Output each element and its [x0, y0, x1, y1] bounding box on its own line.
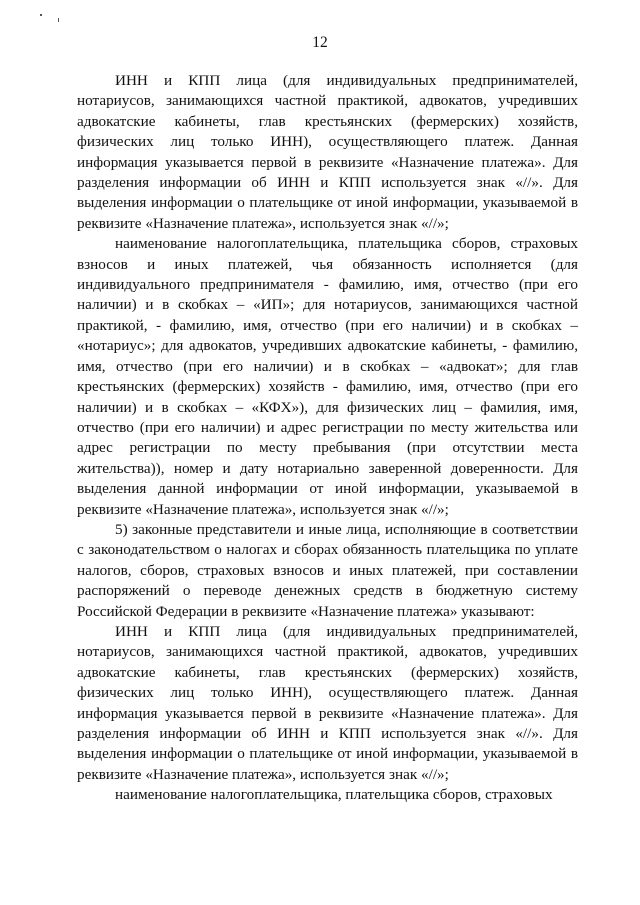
scan-speck	[58, 18, 59, 22]
page-number: 12	[312, 34, 328, 51]
paragraph-inn-kpp: ИНН и КПП лица (для индивидуальных предпринимателей, нотариусов, занимающихся частной практикой, адвокатов, учредивших адвокатские кабинеты, глав крестьянских (фермерских) хозяйств, физических лиц только ИНН), осуществляющего платеж. Данная информация указывается первой в реквизите «Назначение платежа». Для разделения информации об ИНН и КПП используется знак «//». Для выделения информации о плательщике от иной информации, указываемой в реквизите «Назначение платежа», используется знак «//»;	[77, 72, 578, 232]
document-body	[77, 71, 578, 806]
paragraph-taxpayer-name: наименование налогоплательщика, плательщика сборов, страховых взносов и иных платежей, чья обязанность исполняется (для индивидуального предпринимателя - фамилию, имя, отчество (при его наличии) и в скобках – «ИП»; для нотариусов, занимающихся частной практикой, - фамилию, имя, отчество (при его наличии) и в скобках – «нотариус»; для адвокатов, учредивших адвокатские кабинеты, - фамилию, имя, отчество (при его наличии) и в скобках – «адвокат»; для глав крестьянских (фермерских) хозяйств - фамилию, имя, отчество (при его наличии) и в скобках – «КФХ»), для физических лиц – фамилия, имя, отчество (при его наличии) и адрес регистрации по месту жительства или адрес регистрации по месту пребывания (при отсутствии места жительства)), номер и дату нотариально заверенной доверенности. Для выделения данной информации от иной информации, указываемой в реквизите «Назначение платежа», используется знак «//»;	[77, 235, 578, 518]
scan-speck	[40, 14, 42, 16]
paragraph-inn-kpp-repeat: ИНН и КПП лица (для индивидуальных предпринимателей, нотариусов, занимающихся частной практикой, адвокатов, учредивших адвокатские кабинеты, глав крестьянских (фермерских) хозяйств, физических лиц только ИНН), осуществляющего платеж. Данная информация указывается первой в реквизите «Назначение платежа». Для разделения информации об ИНН и КПП используется знак «//». Для выделения информации о плательщике от иной информации, указываемой в реквизите «Назначение платежа», используется знак «//»;	[77, 622, 578, 783]
paragraph-taxpayer-name-continued: наименование налогоплательщика, плательщика сборов, страховых	[115, 786, 553, 804]
paragraph-legal-representatives: 5) законные представители и иные лица, исполняющие в соответствии с законодательством о налогах и сборах обязанность плательщика по уплате налогов, сборов, страховых взносов и иных платежей, при составлении распоряжений о переводе денежных средств в бюджетную систему Российской Федерации в реквизите «Назначение платежа» указывают:	[77, 520, 578, 620]
